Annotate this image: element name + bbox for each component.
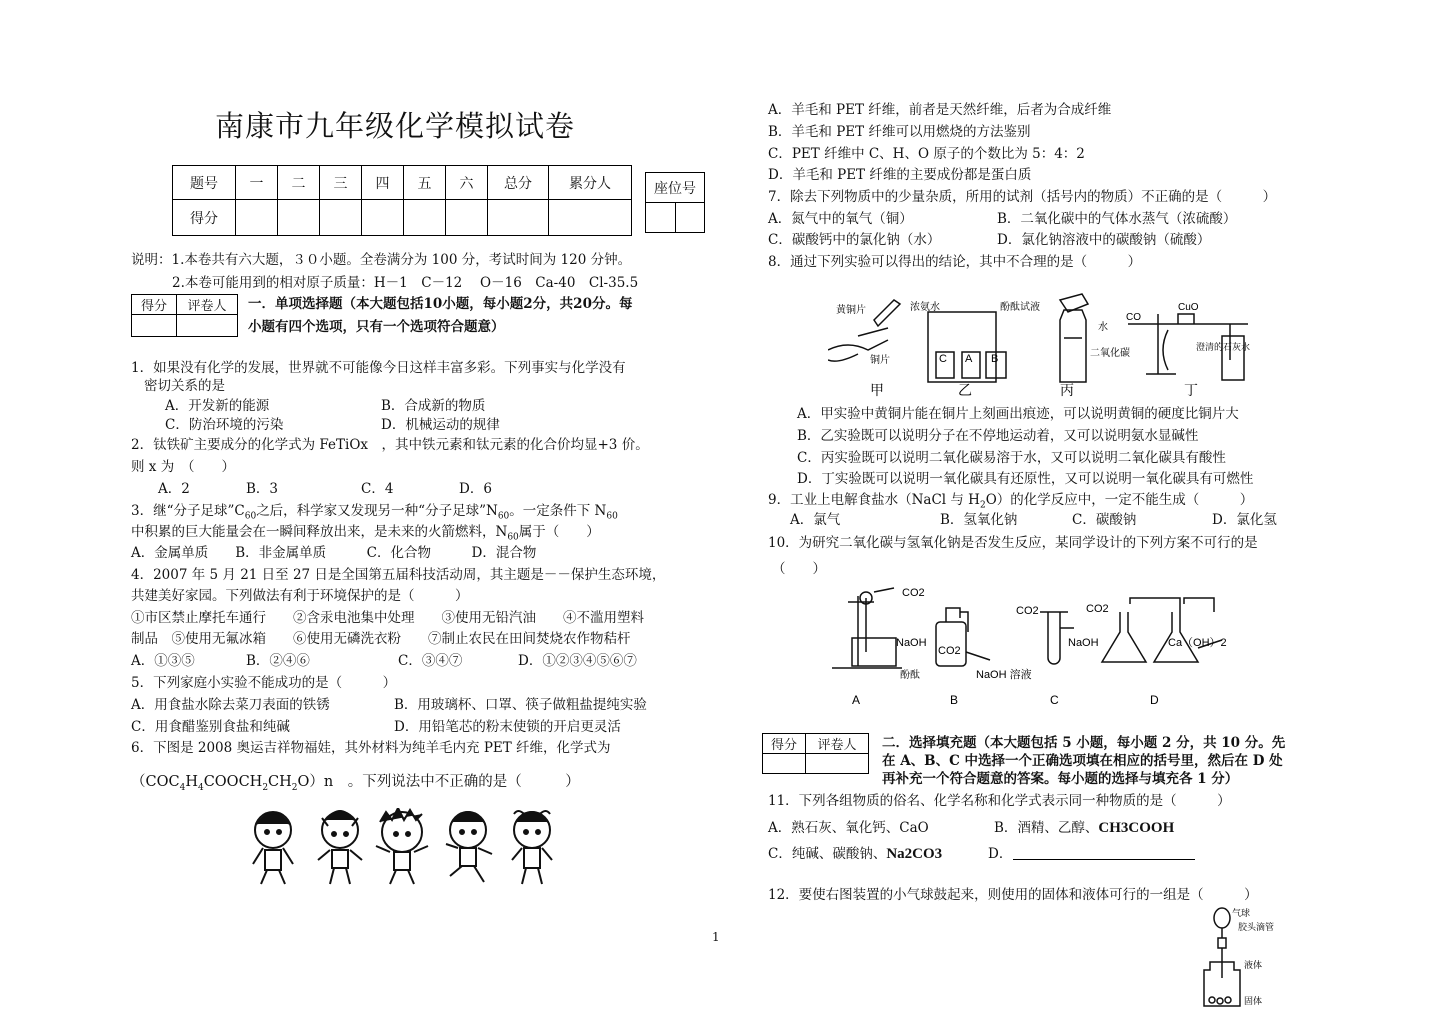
- q4-stem-2: 共建美好家园。下列做法有利于环境保护的是（ ）: [131, 588, 469, 604]
- header-cell: 四: [362, 166, 404, 200]
- header-cell: 五: [404, 166, 446, 200]
- label-copper: 铜片: [870, 355, 890, 366]
- q6-option-d: D．羊毛和 PET 纤维的主要成份都是蛋白质: [768, 167, 1032, 183]
- q7-stem: 7．除去下列物质中的少量杂质，所用的试剂（括号内的物质）不正确的是（ ）: [768, 189, 1277, 205]
- q2-option-b: B．3: [246, 481, 279, 497]
- q7-option-d: D．氯化钠溶液中的碳酸钠（硫酸）: [997, 232, 1211, 248]
- header-cell: 一: [236, 166, 278, 200]
- q6-formula-line: [131, 773, 580, 797]
- section1-heading-2: 小题有四个选项，只有一个选项符合题意）: [248, 319, 505, 335]
- q9-part: 9．工业上电解食盐水（NaCl 与 H: [768, 492, 980, 508]
- q11-option-b: [994, 819, 1174, 837]
- label-a: A: [852, 693, 861, 707]
- label-co2-c: CO2: [1016, 605, 1039, 617]
- q4-option-c: C．③④⑦: [398, 653, 463, 669]
- q8-option-d: D．丁实验既可以说明一氧化碳具有还原性，又可以说明一氧化碳具有可燃性: [797, 471, 1254, 487]
- label-phenol: 酚酞: [900, 670, 920, 681]
- label-beaker-b: B: [991, 353, 999, 365]
- section1-heading: 一．单项选择题（本大题包括10小题，每小题2分，共20分。每: [248, 296, 633, 312]
- q6-part: CH: [268, 774, 292, 790]
- grader-score-label: 得分: [763, 734, 806, 754]
- q4-items-2: 制品 ⑤使用无氟冰箱 ⑥使用无磷洗衣粉 ⑦制止农民在田间焚烧农作物秸杆: [131, 631, 631, 647]
- grader-reviewer-cell[interactable]: [177, 315, 238, 337]
- label-balloon: 气球: [1232, 908, 1251, 918]
- grader-reviewer-label: 评卷人: [177, 295, 238, 315]
- q7-option-a: A．氮气中的氧气（铜）: [768, 211, 913, 227]
- subscript: 60: [606, 511, 618, 522]
- label-d: D: [1150, 693, 1159, 707]
- q5-stem: 5．下列家庭小实验不能成功的是（ ）: [131, 675, 397, 691]
- header-cell: 总分: [488, 166, 549, 200]
- score-cell[interactable]: [320, 200, 362, 236]
- label-ding: 丁: [1184, 383, 1198, 399]
- subscript: 2: [262, 782, 269, 793]
- q4-stem: 4．2007 年 5 月 21 日至 27 日是全国第五届科技活动周，其主题是－－保护生态环境，: [131, 567, 666, 583]
- q6-part: （COC: [131, 774, 180, 790]
- q5-option-b: B．用玻璃杯、口罩、筷子做粗盐提纯实验: [394, 697, 647, 713]
- section2-heading-2: 在 A、B、C 中选择一个正确选项填在相应的括号里，然后在 D 处: [882, 753, 1283, 769]
- subscript: 60: [507, 532, 519, 543]
- label-caoh: Ca（OH）2: [1168, 637, 1227, 649]
- grader-score-label: 得分: [132, 295, 177, 315]
- q1-option-a: A．开发新的能源: [165, 398, 270, 414]
- label-phenol: 酚酞试液: [1000, 302, 1040, 313]
- header-cell: 题号: [173, 166, 236, 200]
- grader-box: [131, 294, 238, 337]
- q11-c-text: C．纯碱、碳酸钠、: [768, 846, 887, 862]
- q9-option-c: C．碳酸钠: [1072, 512, 1137, 528]
- experiment-10-diagram: [832, 582, 1242, 712]
- score-table: [172, 165, 632, 236]
- row-label: 得分: [173, 200, 236, 236]
- q12-stem: 12．要使右图装置的小气球鼓起来，则使用的固体和液体可行的一组是（ ）: [768, 887, 1258, 903]
- label-c: C: [1050, 693, 1059, 707]
- section2-heading: 二．选择填充题（本大题包括 5 小题，每小题 2 分，共 10 分。先: [882, 735, 1286, 751]
- score-cell[interactable]: [404, 200, 446, 236]
- q6-option-a: A．羊毛和 PET 纤维，前者是天然纤维，后者为合成纤维: [768, 102, 1112, 118]
- label-co2-d: CO2: [1086, 603, 1109, 615]
- q11-blank[interactable]: [1013, 859, 1195, 860]
- label-ammonia: 浓氨水: [910, 302, 940, 313]
- label-solid: 固体: [1244, 996, 1263, 1006]
- q4-option-d: D．①②③④⑤⑥⑦: [518, 653, 637, 669]
- q1-option-b: B．合成新的物质: [381, 398, 486, 414]
- q3-part: 属于（ ）: [518, 524, 600, 540]
- header-cell: 累分人: [549, 166, 632, 200]
- seat-cell[interactable]: [646, 203, 676, 233]
- note-1: 说明：1.本卷共有六大题，３０小题。全卷满分为 100 分，考试时间为 120 分钟。: [131, 252, 632, 268]
- label-co2: 二氧化碳: [1090, 348, 1130, 359]
- label-co2-b: CO2: [938, 645, 961, 657]
- page-title: 南康市九年级化学模拟试卷: [215, 109, 576, 143]
- q4-option-a: A．①③⑤: [131, 653, 195, 669]
- q11-stem: 11．下列各组物质的俗名、化学名称和化学式表示同一种物质的是（ ）: [768, 793, 1231, 809]
- label-beaker-c: C: [939, 353, 947, 365]
- grader-score-cell[interactable]: [132, 315, 177, 337]
- label-beaker-a: A: [965, 353, 973, 365]
- q3-part: 之后，科学家又发现另一种“分子足球”N: [256, 503, 498, 519]
- note-2: 2.本卷可能用到的相对原子质量：H－1 C－12 O－16 Ca-40 Cl-35.5: [172, 275, 639, 291]
- seat-table: [645, 172, 705, 233]
- q10-stem: 10．为研究二氧化碳与氢氧化钠是否发生反应，某同学设计的下列方案不可行的是: [768, 535, 1258, 551]
- label-lime: 澄清的石灰水: [1196, 342, 1251, 352]
- q8-option-c: C．丙实验既可以说明二氧化碳易溶于水，又可以说明二氧化碳具有酸性: [797, 450, 1226, 466]
- q6-part: COOCH: [203, 774, 263, 790]
- score-cell[interactable]: [278, 200, 320, 236]
- q2-option-d: D．6: [459, 481, 492, 497]
- label-b: B: [950, 693, 959, 707]
- grader-box-2: [762, 733, 869, 774]
- q11-option-c: [768, 845, 942, 863]
- label-naoh-a: NaOH: [896, 637, 927, 649]
- q4-items: ①市区禁止摩托车通行 ②含汞电池集中处理 ③使用无铅汽油 ④不滥用塑料: [131, 610, 644, 626]
- q3-options: A．金属单质 B．非金属单质 C．化合物 D．混合物: [131, 545, 537, 561]
- label-yi: 乙: [958, 383, 972, 399]
- q9-option-a: A．氯气: [790, 512, 841, 528]
- q11-option-d: D．: [988, 846, 1013, 862]
- label-co2-a: CO2: [902, 587, 925, 599]
- q5-option-c: C．用食醋鉴别食盐和纯碱: [131, 719, 290, 735]
- label-brass: 黄铜片: [836, 305, 866, 316]
- q1-stem-2: 密切关系的是: [144, 378, 225, 394]
- q11-b-text: B．酒精、乙醇、: [994, 820, 1099, 836]
- q3-part: 3．继“分子足球”C: [131, 503, 245, 519]
- label-cuo: CuO: [1178, 302, 1199, 313]
- header-cell: 六: [446, 166, 488, 200]
- score-cell[interactable]: [236, 200, 278, 236]
- q9-option-b: B．氢氧化钠: [940, 512, 1018, 528]
- q10-bracket: （ ）: [772, 561, 826, 577]
- q7-option-c: C．碳酸钙中的氯化钠（水）: [768, 232, 941, 248]
- q7-option-b: B．二氧化碳中的气体水蒸气（浓硫酸）: [997, 211, 1237, 227]
- balloon-apparatus-image: [1200, 906, 1280, 1010]
- label-dropper: 胶头滴管: [1238, 922, 1275, 932]
- label-naoh-sol: NaOH 溶液: [976, 669, 1032, 681]
- fuwa-mascots-image: [240, 808, 580, 888]
- header-cell: 三: [320, 166, 362, 200]
- label-co: CO: [1126, 312, 1141, 323]
- grader-reviewer-label: 评卷人: [806, 734, 869, 754]
- grader-score-cell[interactable]: [763, 754, 806, 774]
- q6-option-b: B．羊毛和 PET 纤维可以用燃烧的方法鉴别: [768, 124, 1031, 140]
- q11-c-formula: Na2CO3: [886, 846, 943, 862]
- q2-option-c: C．4: [361, 481, 394, 497]
- subscript: 60: [244, 511, 257, 522]
- q1-option-c: C．防治环境的污染: [165, 417, 284, 433]
- label-water: 水: [1098, 322, 1108, 333]
- subscript: 2: [291, 782, 298, 793]
- page-number: 1: [712, 930, 720, 944]
- subscript: 4: [179, 782, 186, 793]
- q9-option-d: D．氯化氢: [1212, 512, 1277, 528]
- q6-option-c: C．PET 纤维中 C、H、O 原子的个数比为 5：4：2: [768, 146, 1085, 162]
- q3-part: 中积累的巨大能量会在一瞬间释放出来，是未来的火箭燃料，N: [131, 524, 508, 540]
- q2-option-a: A．2: [158, 481, 190, 497]
- q8-stem: 8．通过下列实验可以得出的结论，其中不合理的是（ ）: [768, 254, 1142, 270]
- score-cell[interactable]: [362, 200, 404, 236]
- label-bing: 丙: [1060, 383, 1074, 399]
- q3-part: 。一定条件下 N: [509, 503, 607, 519]
- q11-b-formula: CH3COOH: [1098, 820, 1175, 836]
- q9-part: O）的化学反应中，一定不能生成（ ）: [985, 492, 1254, 508]
- label-liquid: 液体: [1244, 960, 1263, 970]
- experiment-8-diagram: [828, 290, 1278, 400]
- q1-option-d: D．机械运动的规律: [381, 417, 500, 433]
- q4-option-b: B．②④⑥: [246, 653, 310, 669]
- grader-reviewer-cell[interactable]: [806, 754, 869, 774]
- seat-cell[interactable]: [675, 203, 705, 233]
- q2-stem-2: 则 x 为 （ ）: [131, 459, 235, 475]
- label-naoh-c: NaOH: [1068, 637, 1099, 649]
- subscript: 60: [497, 511, 510, 522]
- section2-heading-3: 再补充一个符合题意的答案。每小题的选择与填充各 1 分）: [882, 771, 1239, 787]
- score-cell[interactable]: [549, 200, 632, 236]
- header-cell: 二: [278, 166, 320, 200]
- subscript: 2: [979, 500, 986, 511]
- q6-part: O）n 。下列说法中不正确的是（ ）: [297, 774, 580, 790]
- q2-stem: 2．钛铁矿主要成分的化学式为 FeTiOx ，其中铁元素和钛元素的化合价均显+3 价。: [131, 437, 649, 453]
- q6-part: H: [185, 774, 198, 790]
- score-cell[interactable]: [446, 200, 488, 236]
- label-jia: 甲: [870, 383, 884, 399]
- q6-stem: 6．下图是 2008 奥运吉祥物福娃，其外材料为纯羊毛内充 PET 纤维，化学式为: [131, 740, 611, 756]
- q5-option-d: D．用铅笔芯的粉末使锁的开启更灵活: [394, 719, 621, 735]
- q8-option-b: B．乙实验既可以说明分子在不停地运动着，又可以说明氨水显碱性: [797, 428, 1199, 444]
- subscript: 4: [197, 782, 204, 793]
- q11-option-a: A．熟石灰、氧化钙、CaO: [768, 820, 929, 836]
- q5-option-a: A．用食盐水除去菜刀表面的铁锈: [131, 697, 330, 713]
- q1-stem: 1．如果没有化学的发展，世界就不可能像今日这样丰富多彩。下列事实与化学没有: [131, 360, 626, 376]
- score-cell[interactable]: [488, 200, 549, 236]
- q8-option-a: A．甲实验中黄铜片能在铜片上刻画出痕迹，可以说明黄铜的硬度比铜片大: [797, 406, 1239, 422]
- seat-label: 座位号: [646, 173, 705, 203]
